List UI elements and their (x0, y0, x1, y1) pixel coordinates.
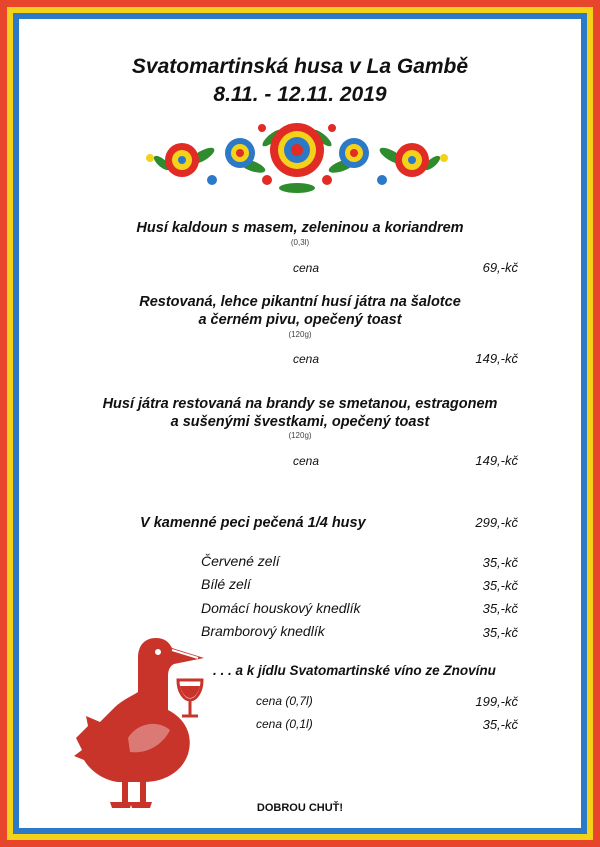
dish-3-price-label: cena (293, 454, 320, 468)
dish-3-portion: (120g) (288, 431, 312, 440)
dish-1-name: Husí kaldoun s masem, zeleninou a koriandrem (136, 220, 464, 236)
goose-with-wine-glass-icon (74, 630, 214, 815)
dish-2-price: 149,-kč (475, 351, 518, 366)
dish-3-name-line2: a sušenými švestkami, opečený toast (170, 414, 430, 430)
footer-greeting: DOBROU CHUŤ! (256, 802, 344, 814)
side-item-2: Bílé zelí (201, 576, 251, 592)
side-item-1: Červené zelí (201, 553, 280, 569)
dish-3-name-line1: Husí játra restovaná na brandy se smetanou, estragonem (102, 396, 498, 412)
wine-option-1-price: 199,-kč (475, 694, 518, 709)
dish-1-price: 69,-kč (482, 260, 518, 275)
dish-2-name-line1: Restovaná, lehce pikantní husí játra na šalotce (139, 294, 461, 310)
dish-2-price-label: cena (293, 352, 320, 366)
dish-3-price: 149,-kč (475, 453, 518, 468)
dish-1-price-label: cena (293, 261, 320, 275)
dish-2-name-line2: a černém pivu, opečený toast (198, 312, 402, 328)
folk-flower-ornament-icon (142, 118, 452, 198)
wine-option-2-label: cena (0,1l) (256, 717, 313, 731)
side-item-3: Domácí houskový knedlík (201, 600, 361, 616)
side-item-4-price: 35,-kč (482, 625, 518, 640)
side-item-4: Bramborový knedlík (201, 623, 325, 639)
main-dish-price: 299,-kč (475, 515, 518, 530)
side-item-2-price: 35,-kč (482, 578, 518, 593)
wine-option-1-label: cena (0,7l) (256, 694, 313, 708)
main-dish-name: V kamenné peci pečená 1/4 husy (140, 515, 366, 531)
menu-dates: 8.11. - 12.11. 2019 (213, 83, 387, 106)
dish-1-portion: (0,3l) (290, 238, 310, 247)
side-item-3-price: 35,-kč (482, 601, 518, 616)
wine-option-2-price: 35,-kč (482, 717, 518, 732)
side-item-1-price: 35,-kč (482, 555, 518, 570)
dish-2-portion: (120g) (288, 330, 312, 339)
menu-title: Svatomartinská husa v La Gambě (131, 55, 469, 78)
wine-heading: . . . a k jídlu Svatomartinské víno ze Znovínu (213, 663, 496, 678)
